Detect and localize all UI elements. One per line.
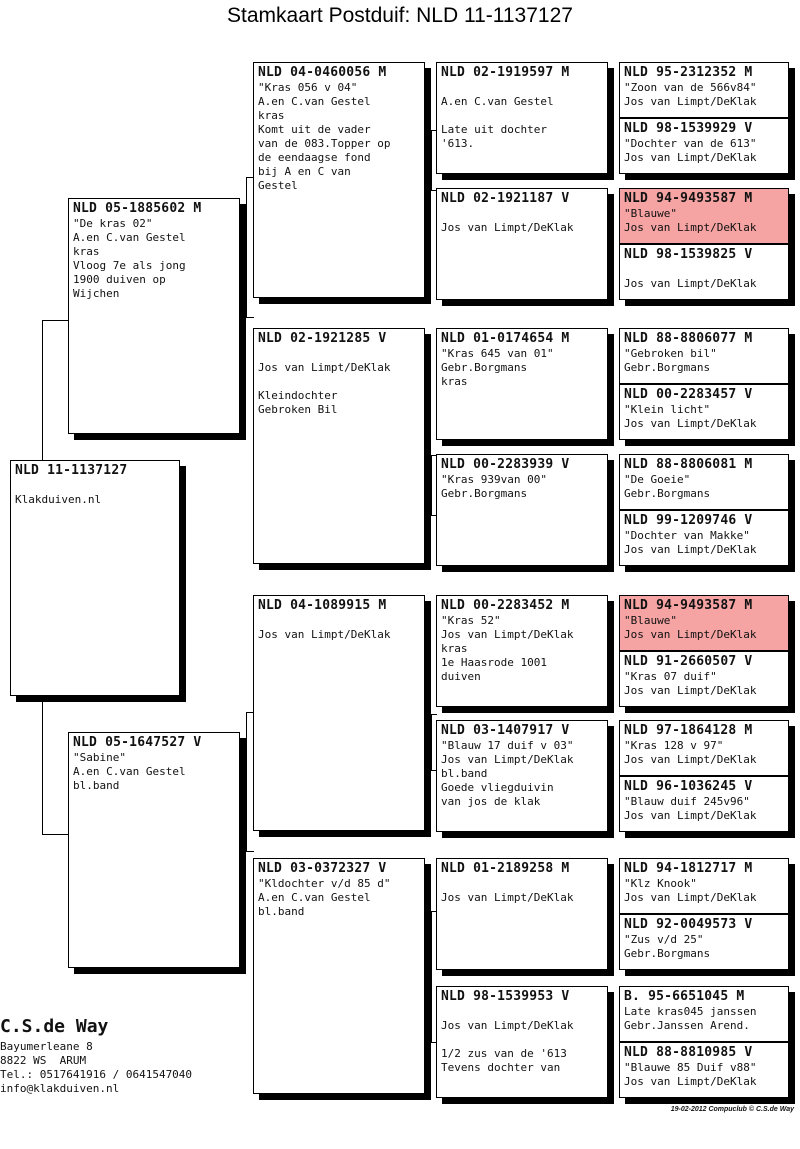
- pigeon-details: "Dochter van de 613" Jos van Limpt/DeKlak: [624, 137, 757, 164]
- pedigree-card-highlighted: [619, 595, 789, 651]
- pedigree-card: [436, 595, 608, 707]
- pedigree-card: [619, 510, 789, 566]
- pedigree-card-highlighted: [619, 188, 789, 244]
- connector-line: [246, 712, 247, 851]
- ring-number: NLD 05-1647527 V: [73, 735, 202, 750]
- pedigree-card: [619, 858, 789, 914]
- ring-number: NLD 94-9493587 M: [624, 191, 753, 206]
- pigeon-details: "Klein licht" Jos van Limpt/DeKlak: [624, 403, 757, 430]
- connector-line: [431, 911, 432, 1042]
- ring-number: B. 95-6651045 M: [624, 989, 745, 1004]
- connector-line: [42, 320, 43, 460]
- ring-number: NLD 02-1919597 M: [441, 65, 570, 80]
- pigeon-details: "Kras 056 v 04" A.en C.van Gestel kras Komt uit de vader van de 083.Topper op de eendaagse fond bij A en C van Gestel: [258, 81, 391, 192]
- pigeon-details: Jos van Limpt/DeKlak: [258, 628, 391, 641]
- ring-number: NLD 98-1539825 V: [624, 247, 753, 262]
- ring-number: NLD 03-1407917 V: [441, 723, 570, 738]
- pedigree-card: [436, 986, 608, 1098]
- pedigree-card: [619, 914, 789, 970]
- ring-number: NLD 05-1885602 M: [73, 201, 202, 216]
- pedigree-card: [619, 118, 789, 174]
- connector-line: [246, 317, 254, 318]
- ring-number: NLD 97-1864128 M: [624, 723, 753, 738]
- pedigree-card: [436, 328, 608, 440]
- pigeon-details: "Klz Knook" Jos van Limpt/DeKlak: [624, 877, 757, 904]
- connector-line: [431, 455, 432, 515]
- pedigree-card: [253, 595, 425, 831]
- pedigree-card: [619, 328, 789, 384]
- page-title: Stamkaart Postduif: NLD 11-1137127: [227, 4, 573, 27]
- pigeon-details: "Gebroken bil" Gebr.Borgmans: [624, 347, 717, 374]
- connector-line: [431, 714, 437, 715]
- pedigree-card: [436, 454, 608, 566]
- pigeon-details: "Sabine" A.en C.van Gestel bl.band: [73, 751, 186, 792]
- ring-number: NLD 98-1539953 V: [441, 989, 570, 1004]
- ring-number: NLD 98-1539929 V: [624, 121, 753, 136]
- pedigree-card: [619, 720, 789, 776]
- ring-number: NLD 00-2283457 V: [624, 387, 753, 402]
- connector-line: [42, 700, 43, 834]
- pedigree-card: [619, 454, 789, 510]
- pigeon-details: "Zoon van de 566v84" Jos van Limpt/DeKlak: [624, 81, 757, 108]
- pigeon-details: "Blauw duif 245v96" Jos van Limpt/DeKlak: [624, 795, 757, 822]
- pedigree-card: [619, 1042, 789, 1098]
- pigeon-details: "Dochter van Makke" Jos van Limpt/DeKlak: [624, 529, 757, 556]
- ring-number: NLD 91-2660507 V: [624, 654, 753, 669]
- pigeon-details: "De Goeie" Gebr.Borgmans: [624, 473, 711, 500]
- connector-line: [246, 851, 254, 852]
- ring-number: NLD 95-2312352 M: [624, 65, 753, 80]
- pedigree-card: [436, 62, 608, 174]
- ring-number: NLD 94-1812717 M: [624, 861, 753, 876]
- pigeon-details: Jos van Limpt/DeKlak: [441, 891, 574, 904]
- ring-number: NLD 99-1209746 V: [624, 513, 753, 528]
- pedigree-card: [619, 776, 789, 832]
- ring-number: NLD 02-1921285 V: [258, 331, 387, 346]
- pigeon-details: "Blauwe 85 Duif v88" Jos van Limpt/DeKlak: [624, 1061, 757, 1088]
- ring-number: NLD 02-1921187 V: [441, 191, 570, 206]
- pigeon-details: "Kldochter v/d 85 d" A.en C.van Gestel bl.band: [258, 877, 391, 918]
- owner-name: C.S.de Way: [0, 1016, 109, 1037]
- pigeon-details: "Kras 645 van 01" Gebr.Borgmans kras: [441, 347, 554, 388]
- ring-number: NLD 01-0174654 M: [441, 331, 570, 346]
- pigeon-details: "Kras 52" Jos van Limpt/DeKlak kras 1e Haasrode 1001 duiven: [441, 614, 574, 683]
- pigeon-details: Jos van Limpt/DeKlak Kleindochter Gebroken Bil: [258, 361, 391, 416]
- pedigree-card: [10, 460, 180, 696]
- ring-number: NLD 04-0460056 M: [258, 65, 387, 80]
- pedigree-card: [68, 732, 240, 968]
- pigeon-details: A.en C.van Gestel Late uit dochter '613.: [441, 95, 554, 150]
- ring-number: NLD 00-2283452 M: [441, 598, 570, 613]
- ring-number: NLD 01-2189258 M: [441, 861, 570, 876]
- pigeon-details: Jos van Limpt/DeKlak: [441, 221, 574, 234]
- pedigree-card: [619, 651, 789, 707]
- connector-line: [431, 714, 432, 770]
- pedigree-card: [619, 62, 789, 118]
- pigeon-details: "Kras 07 duif" Jos van Limpt/DeKlak: [624, 670, 757, 697]
- ring-number: NLD 03-0372327 V: [258, 861, 387, 876]
- pigeon-details: Late kras045 janssen Gebr.Janssen Arend.: [624, 1005, 757, 1032]
- pedigree-card: [436, 188, 608, 300]
- pedigree-card: [253, 62, 425, 298]
- ring-number: NLD 11-1137127: [15, 463, 128, 478]
- pedigree-card: [436, 720, 608, 832]
- connector-line: [42, 834, 70, 835]
- connector-line: [246, 177, 247, 317]
- ring-number: NLD 88-8806081 M: [624, 457, 753, 472]
- ring-number: NLD 94-9493587 M: [624, 598, 753, 613]
- pedigree-card: [253, 858, 425, 1094]
- pedigree-card: [253, 328, 425, 564]
- pigeon-details: Jos van Limpt/DeKlak: [624, 277, 757, 290]
- pedigree-card: [619, 384, 789, 440]
- pigeon-details: "Kras 939van 00" Gebr.Borgmans: [441, 473, 547, 500]
- pigeon-details: Klakduiven.nl: [15, 493, 102, 506]
- pigeon-details: "Blauwe" Jos van Limpt/DeKlak: [624, 614, 757, 641]
- pedigree-card: [68, 198, 240, 434]
- pigeon-details: "Kras 128 v 97" Jos van Limpt/DeKlak: [624, 739, 757, 766]
- pedigree-card: [619, 244, 789, 300]
- ring-number: NLD 88-8810985 V: [624, 1045, 753, 1060]
- ring-number: NLD 92-0049573 V: [624, 917, 753, 932]
- pigeon-details: "Blauwe" Jos van Limpt/DeKlak: [624, 207, 757, 234]
- owner-address: Bayumerleane 8 8822 WS ARUM Tel.: 0517641916 / 0641547040 info@klakduiven.nl: [0, 1040, 193, 1095]
- pedigree-card: [436, 858, 608, 970]
- connector-line: [431, 130, 432, 190]
- ring-number: NLD 04-1089915 M: [258, 598, 387, 613]
- ring-number: NLD 88-8806077 M: [624, 331, 753, 346]
- pigeon-details: Jos van Limpt/DeKlak 1/2 zus van de '613 Tevens dochter van: [441, 1019, 574, 1074]
- print-stamp: 19-02-2012 Compuclub © C.S.de Way: [670, 1106, 794, 1113]
- ring-number: NLD 96-1036245 V: [624, 779, 753, 794]
- connector-line: [42, 320, 70, 321]
- pigeon-details: "De kras 02" A.en C.van Gestel kras Vloog 7e als jong 1900 duiven op Wijchen: [73, 217, 186, 300]
- pigeon-details: "Blauw 17 duif v 03" Jos van Limpt/DeKlak bl.band Goede vliegduivin van jos de klak: [441, 739, 574, 808]
- pigeon-details: "Zus v/d 25" Gebr.Borgmans: [624, 933, 711, 960]
- ring-number: NLD 00-2283939 V: [441, 457, 570, 472]
- pedigree-card: [619, 986, 789, 1042]
